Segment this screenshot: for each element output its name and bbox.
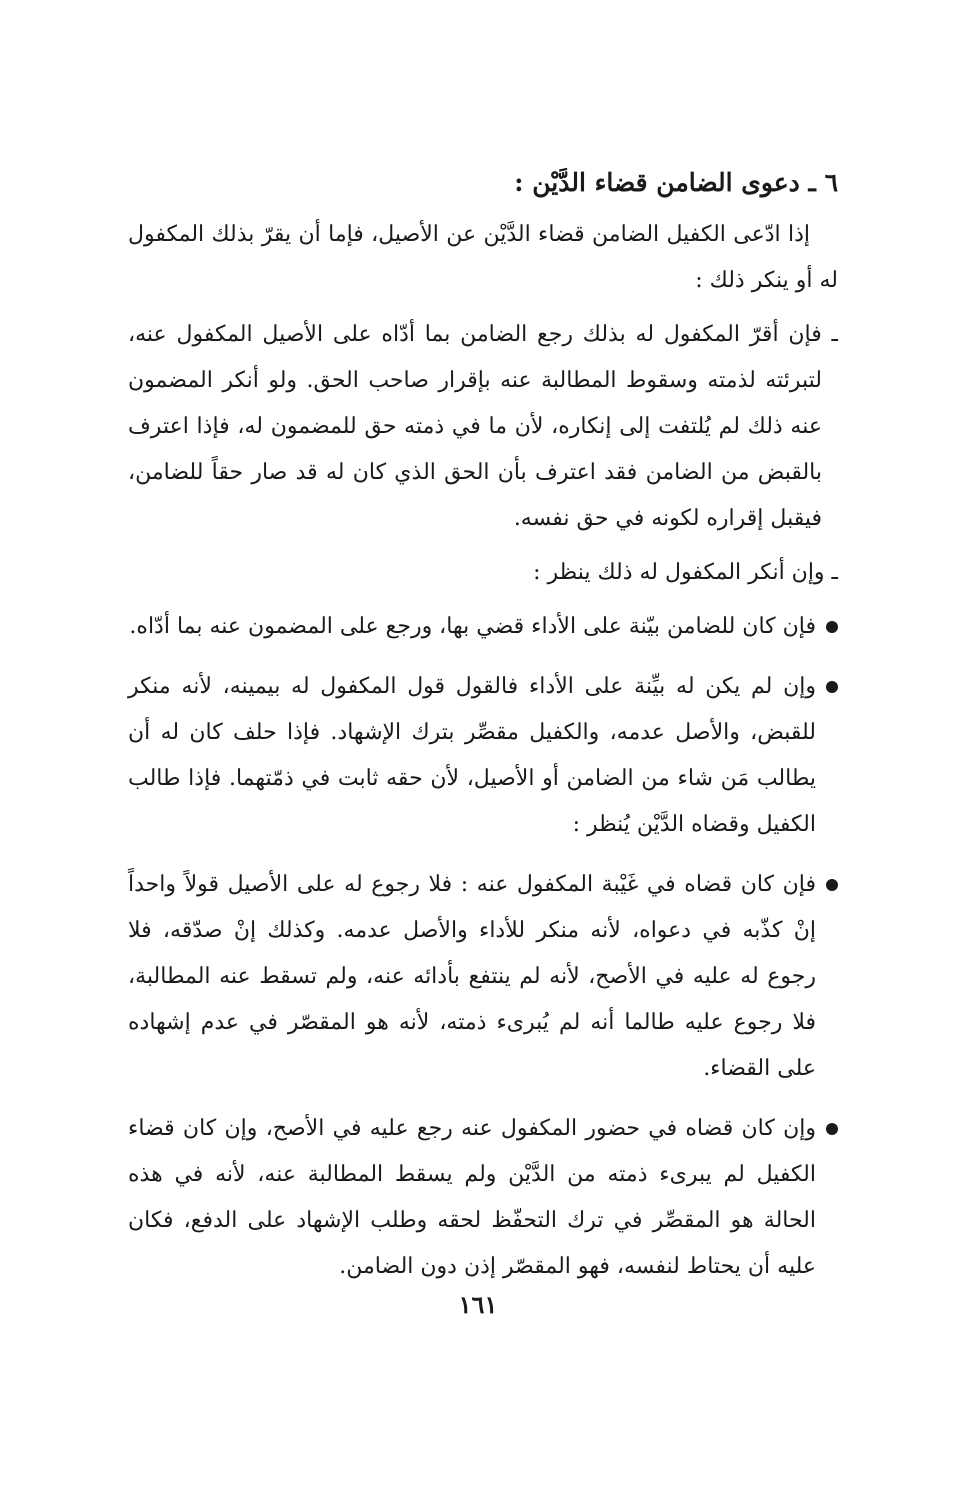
bullet-icon [826, 621, 838, 633]
bullet-icon [826, 681, 838, 693]
bullet-text: وإن لم يكن له بيِّنة على الأداء فالقول قول المكفول له بيمينه، لأنه منكر للقبض، والأصل عدمه، والكفيل مقصِّر بترك الإشهاد. فإذا حلف كان له أن يطالب مَن شاء من الضامن أو الأصيل، لأن حقه ثابت في ذمّتهما. فإذا طالب الكفيل وقضاه الدَّيْن يُنظر : [128, 674, 816, 837]
bullet-item-no-evidence [128, 664, 838, 848]
dash-item-denied: ـ وإن أنكر المكفول له ذلك ينظر : [533, 560, 838, 585]
page-number: ١٦١ [458, 1290, 498, 1319]
intro-paragraph: إذا ادّعى الكفيل الضامن قضاء الدَّيْن عن الأصيل، فإما أن يقرّ بذلك المكفول له أو ينكر ذلك : [128, 222, 838, 293]
section-heading: ٦ ـ دعوى الضامن قضاء الدَّيْن : [514, 168, 838, 197]
bullet-text: فإن كان قضاه في غَيْبة المكفول عنه : فلا رجوع له على الأصيل قولاً واحداً إنْ كذّبه في دعواه، لأنه منكر للأداء والأصل عدمه. وكذلك إنْ صدّقه، فلا رجوع له عليه في الأصح، لأنه لم ينتفع بأدائه عنه، ولم تسقط عنه المطالبة، فلا رجوع عليه طالما أنه لم يُبرىء ذمته، لأنه هو المقصّر في عدم إشهاده على القضاء. [128, 872, 816, 1081]
dash-item-acknowledged: ـ فإن أقرّ المكفول له بذلك رجع الضامن بما أدّاه على الأصيل المكفول عنه، لتبرئته لذمته وسقوط المطالبة عنه بإقرار صاحب الحق. ولو أنكر المضمون عنه ذلك لم يُلتفت إلى إنكاره، لأن ما في ذمته حق للمضمون له، فإذا اعترف بالقبض من الضامن فقد اعترف بأن الحق الذي كان له قد صار حقاً للضامن، فيقبل إقراره لكونه في حق نفسه. [128, 322, 838, 531]
bullet-item-presence [128, 1106, 838, 1290]
bullet-icon [826, 879, 838, 891]
bullet-text: فإن كان للضامن بيّنة على الأداء قضي بها، ورجع على المضمون عنه بما أدّاه. [129, 614, 816, 639]
bullet-text: وإن كان قضاه في حضور المكفول عنه رجع عليه في الأصح، وإن كان قضاء الكفيل لم يبرىء ذمته من الدَّيْن ولم يسقط المطالبة عنه، لأنه في هذه الحالة هو المقصِّر في ترك التحفّظ لحقه وطلب الإشهاد على الدفع، فكان عليه أن يحتاط لنفسه، فهو المقصّر إذن دون الضامن. [128, 1116, 816, 1279]
page-body [128, 160, 838, 1304]
bullet-icon [826, 1123, 838, 1135]
bullet-item-evidence [128, 604, 838, 650]
bullet-item-absence [128, 862, 838, 1092]
